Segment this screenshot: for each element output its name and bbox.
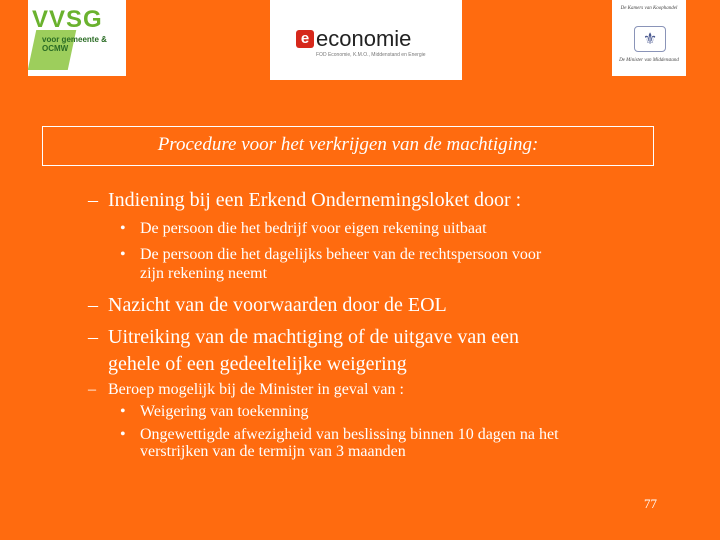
list-item-text: De persoon die het bedrijf voor eigen rekening uitbaat [140, 220, 487, 237]
list-marker: • [120, 426, 126, 443]
list-item-text: Uitreiking van de machtiging of de uitgave van een [108, 326, 519, 348]
list-item-text: Beroep mogelijk bij de Minister in geval van : [108, 381, 404, 398]
coat-of-arms-icon: ⚜ [634, 26, 666, 52]
seal-logo [612, 0, 686, 76]
list-item-text: De persoon die het dagelijks beheer van de rechtspersoon voor [140, 246, 542, 263]
seal-top-text: De Kamers van Koophandel [620, 6, 678, 11]
list-marker: – [88, 189, 98, 211]
list-marker: – [88, 294, 98, 316]
economie-logo [270, 0, 462, 80]
slide-title: Procedure voor het verkrijgen van de machtiging: [42, 126, 654, 166]
list-marker: – [88, 381, 96, 398]
list-marker: • [120, 246, 126, 263]
list-marker: • [120, 403, 126, 420]
list-marker: • [120, 220, 126, 237]
economie-logo-mark: e [296, 30, 314, 48]
list-item-text: Weigering van toekenning [140, 403, 309, 420]
list-item-continuation: gehele of een gedeeltelijke weigering [108, 353, 407, 375]
vvsg-logo-subtitle: voor gemeente & OCMW [42, 35, 107, 53]
seal-bottom-text: De Minister van Middenstand [619, 58, 679, 63]
vvsg-logo-text: VVSG [32, 6, 103, 33]
economie-logo-text: economie [316, 26, 412, 51]
economie-logo-subtitle: FOD Economie, K.M.O., Middenstand en Energie [316, 52, 426, 58]
list-item-text: Nazicht van de voorwaarden door de EOL [108, 294, 447, 316]
list-item-text: Ongewettigde afwezigheid van beslissing binnen 10 dagen na het [140, 426, 559, 443]
list-item-continuation: verstrijken van de termijn van 3 maanden [140, 443, 406, 460]
vvsg-logo [28, 0, 126, 76]
list-item-text: Indiening bij een Erkend Ondernemingsloket door : [108, 189, 522, 211]
list-marker: – [88, 326, 98, 348]
page-number: 77 [644, 496, 657, 511]
list-item-continuation: zijn rekening neemt [140, 265, 268, 282]
